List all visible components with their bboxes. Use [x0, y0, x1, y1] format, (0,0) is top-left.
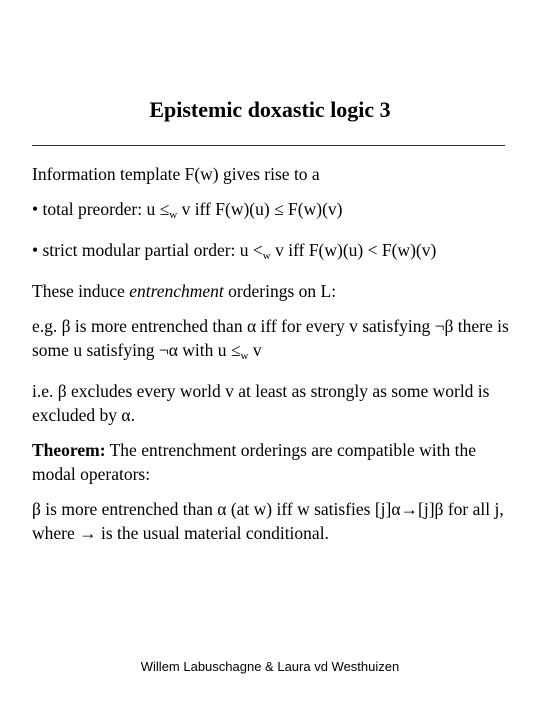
ie-text: i.e. β excludes every world v at least as strongly as some world is excluded by α. — [32, 381, 490, 425]
relation-symbol: < — [252, 240, 263, 260]
conclusion-text: β is more entrenched than α (at w) iff w satisfies [j]α→[j]β for all j, where → is the usual material conditional. — [32, 499, 504, 543]
example-text — [32, 314, 510, 368]
title-divider — [32, 145, 505, 146]
slide-body — [32, 162, 510, 556]
bullet-strict-order — [32, 238, 510, 268]
bullet-strict-order-prefix: • strict modular partial order: u — [32, 240, 253, 260]
relation-subscript: w — [262, 250, 271, 262]
theorem-text — [32, 438, 510, 486]
entrenchment-term: entrenchment — [129, 281, 224, 301]
intro-text: Information template F(w) gives rise to a — [32, 164, 320, 184]
theorem-body: The entrenchment orderings are compatible with the modal operators: — [32, 440, 476, 484]
bullet-total-preorder — [32, 197, 510, 227]
bullet-strict-order-suffix: v iff F(w)(u) < F(w)(v) — [270, 240, 437, 260]
entrenchment-intro-prefix: These induce — [32, 281, 130, 301]
example-suffix: v — [248, 340, 262, 360]
theorem-label: Theorem: — [32, 440, 106, 460]
example-prefix: e.g. β is more entrenched than α iff for every v satisfying ¬β there is some u satisfying ¬α with u — [32, 316, 509, 360]
bullet-total-preorder-suffix: v iff F(w)(u) ≤ F(w)(v) — [177, 199, 343, 219]
footer-authors: Willem Labuschagne & Laura vd Westhuizen — [140, 659, 400, 674]
slide-title: Epistemic doxastic logic 3 — [149, 97, 391, 122]
relation-symbol: ≤ — [159, 199, 170, 219]
bullet-total-preorder-prefix: • total preorder: u — [32, 199, 160, 219]
entrenchment-intro-suffix: orderings on L: — [223, 281, 337, 301]
relation-subscript: w — [169, 209, 178, 221]
relation-symbol: ≤ — [230, 340, 241, 360]
relation-subscript: w — [240, 350, 249, 362]
entrenchment-intro — [32, 279, 510, 303]
